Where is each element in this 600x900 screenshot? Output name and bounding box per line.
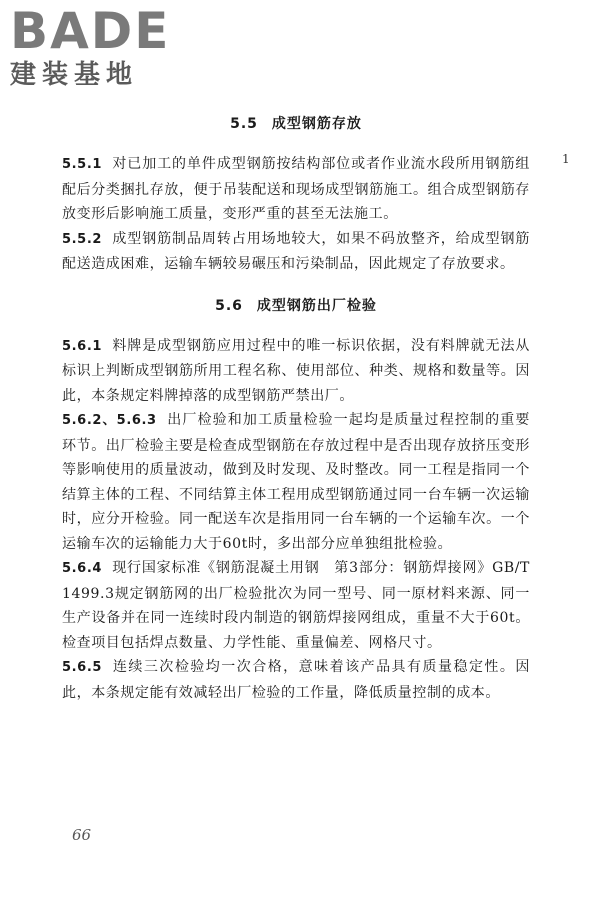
clause-number: 5.6.4: [62, 561, 103, 576]
clause-number: 5.6.5: [62, 660, 103, 675]
clause-5-5-1: [62, 152, 530, 227]
section-heading-5-5: [62, 113, 530, 135]
clause-5-6-5: [62, 655, 530, 705]
document-body: [62, 113, 530, 705]
clause-number: 5.5.1: [62, 157, 103, 172]
page-number: 66: [72, 826, 92, 844]
logo-chinese-text: 建装基地: [10, 60, 139, 90]
section-number: 5.5: [230, 116, 258, 132]
margin-mark: 1: [562, 152, 570, 166]
clause-text: 料牌是成型钢筋应用过程中的唯一标识依据，没有料牌就无法从标识上判断成型钢筋所用工程名称、使用部位、种类、规格和数量等。因此，本条规定料牌掉落的成型钢筋严禁出厂。: [62, 337, 530, 404]
clause-number: 5.5.2: [62, 231, 103, 247]
section-title: 成型钢筋出厂检验: [256, 297, 377, 314]
clause-5-6-2-3: [62, 408, 530, 556]
section-heading-5-6: [62, 295, 530, 317]
clause-5-6-1: [62, 334, 530, 409]
logo: [10, 4, 170, 90]
clause-number: 5.6.2、5.6.3: [62, 413, 157, 428]
clause-5-5-2: [62, 227, 530, 277]
clause-text: 出厂检验和加工质量检验一起均是质量过程控制的重要环节。出厂检验主要是检查成型钢筋在存放过程中是否出现存放挤压变形等影响使用的质量波动，做到及时发现、及时整改。同一工程是指同一个结算主体的工程、不同结算主体工程用成型钢筋通过同一台车辆一次运输时，应分开检验。同一配送车次是指用同一台车辆的一个运输车次。一个运输车次的运输能力大于60t时，多出部分应单独组批检验。: [62, 412, 530, 552]
clause-text: 成型钢筋制品周转占用场地较大，如果不码放整齐，给成型钢筋配送造成困难，运输车辆较易碾压和污染制品，因此规定了存放要求。: [62, 230, 530, 272]
clause-5-6-4: [62, 556, 530, 655]
logo-latin-text: BADE: [10, 2, 171, 60]
section-number: 5.6: [215, 297, 243, 314]
clause-number: 5.6.1: [62, 338, 103, 354]
section-title: 成型钢筋存放: [271, 116, 362, 132]
clause-text: 现行国家标准《钢筋混凝土用钢 第3部分：钢筋焊接网》GB/T 1499.3规定钢筋网的出厂检验批次为同一型号、同一原材料来源、同一生产设备并在同一连续时段内制造的钢筋焊接网组成，重量不大于60t。检查项目包括焊点数量、力学性能、重量偏差、网格尺寸。: [62, 560, 530, 651]
clause-text: 对已加工的单件成型钢筋按结构部位或者作业流水段所用钢筋组配后分类捆扎存放，便于吊装配送和现场成型钢筋施工。组合成型钢筋存放变形后影响施工质量，变形严重的甚至无法施工。: [62, 156, 530, 222]
clause-text: 连续三次检验均一次合格，意味着该产品具有质量稳定性。因此，本条规定能有效减轻出厂检验的工作量，降低质量控制的成本。: [62, 659, 530, 701]
